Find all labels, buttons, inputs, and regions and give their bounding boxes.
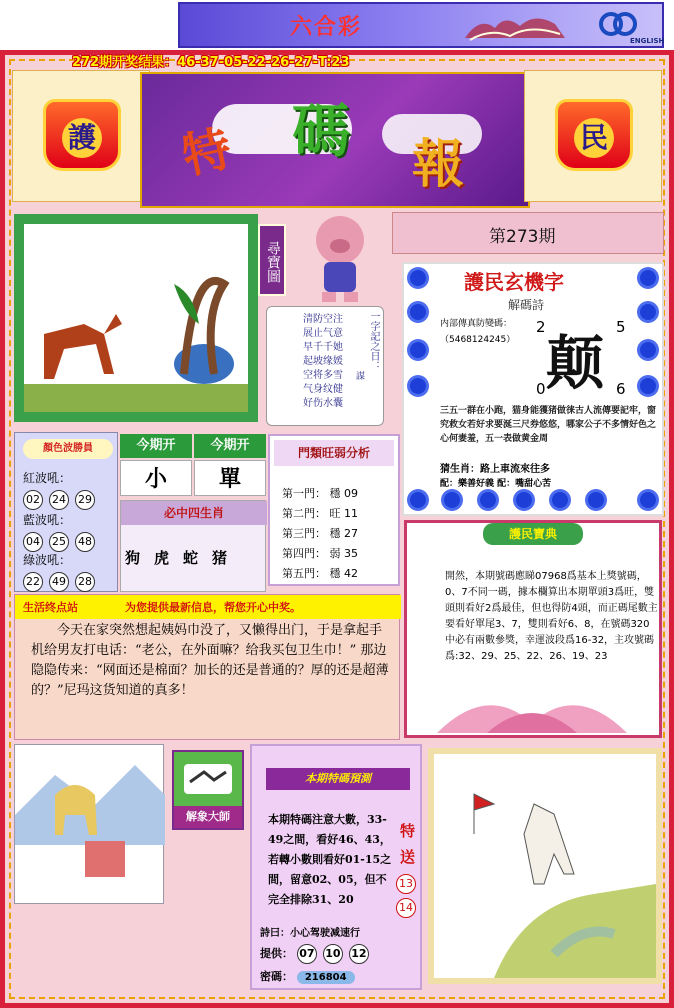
today-h2: 今期开 [194, 434, 266, 458]
today-v2: 單 [194, 460, 266, 496]
big-char: 颠 [546, 329, 605, 397]
left-lantern-char: 護 [62, 118, 102, 158]
wave-num: 28 [75, 572, 95, 592]
xuanji-note1: 内部傳真防變碼： [440, 319, 513, 329]
result-line: 272期开奖结果：46-37-05-22-26-27-T:23 [72, 55, 350, 70]
xuanji-answer2: 配：樂善好義 配：嘴甜心苦 [440, 479, 552, 489]
xuanji-note2: （5468124245） [440, 335, 516, 345]
special-panel [250, 744, 422, 990]
wave-num: 25 [49, 532, 69, 552]
special-provide [260, 944, 375, 964]
wave-num: 29 [75, 490, 95, 510]
special-title: 本期特碼預測 [266, 768, 410, 790]
today-panel [120, 434, 266, 498]
scroll-line: 好伤水囊 [303, 398, 343, 409]
today-v1: 小 [120, 460, 192, 496]
life-tip-panel [14, 594, 400, 740]
wave-num: 24 [49, 490, 69, 510]
life-tip-header [15, 595, 401, 619]
four-zodiac-title: 必中四生肖 [121, 501, 267, 525]
brand-title: 六合彩 [290, 14, 363, 40]
right-lantern-char: 民 [574, 118, 614, 158]
left-lantern [43, 99, 121, 171]
zodiac-row [125, 547, 227, 568]
special-code [260, 968, 355, 984]
life-tip-text: 今天在家突然想起姨妈巾没了，又懒得出门，于是拿起手机给男友打电话：“老公，在外面嘛？给我买包卫生巾！” 那边隐隐传来：“网面还是棉面？加长的还是普通的？厚的还是超薄的？”尼玛这货知道的真多！ [31, 623, 389, 698]
wave-row-blue [23, 511, 101, 552]
num-bl: 0 [536, 380, 546, 398]
scroll-line: 空将多雪 [303, 370, 343, 381]
num-tl: 2 [536, 318, 546, 336]
wave-num: 02 [23, 490, 43, 510]
pig-mascot [300, 212, 380, 304]
four-zodiac-panel [120, 500, 266, 592]
color-wave-title: 顏色波勝員 [23, 439, 113, 459]
scroll-side: 謀 [355, 372, 365, 382]
jiexiang-box[interactable] [172, 750, 244, 830]
wave-num: 04 [23, 532, 43, 552]
title-char-3: 報 [412, 134, 465, 195]
zodiac-item: 蛇 [183, 549, 199, 567]
wave-row-green [23, 551, 101, 592]
goat-picture [14, 744, 164, 904]
scroll-line: 早千千她 [303, 342, 343, 353]
jiexiang-label: 解象大師 [174, 806, 242, 828]
special-side-num-1: 13 [396, 874, 416, 894]
scroll-line: 清防空注 [303, 314, 343, 325]
scroll-right-col: 一字記之日： [368, 311, 379, 371]
xuanji-subtitle: 解碼詩 [508, 298, 545, 312]
door-row: 第五門： 穩 42 [282, 567, 358, 580]
door-rows [282, 484, 358, 584]
handshake-icon [174, 752, 242, 806]
code-value: 216804 [297, 971, 355, 984]
horses-graphic [460, 10, 570, 44]
life-tip-slogan: 为您提供最新信息，帮您开心中奖。 [125, 601, 301, 614]
color-wave-panel [14, 432, 118, 592]
treasure-map-label[interactable] [258, 224, 286, 296]
zodiac-item: 猪 [212, 549, 228, 567]
scroll-line: 起坡缘媛 [303, 356, 343, 367]
door-row: 第一門： 穩 09 [282, 487, 358, 500]
today-h1: 今期开 [120, 434, 192, 458]
num-br: 6 [616, 380, 626, 398]
horse-picture [428, 748, 662, 984]
lotus-graphic [427, 683, 637, 735]
title-char-1: 特 [177, 120, 237, 186]
xuanji-poem: 三五一群在小跑，猫身能獲猪做徕古人流傳要記牢，窗究救女若好求要涎三尺券悠悠，哪家公子不多情好色之心何妻羞，五一表做黄金周 [440, 406, 657, 444]
wave-row-red [23, 469, 101, 510]
num-tr: 5 [616, 318, 626, 336]
zodiac-item: 虎 [154, 549, 170, 567]
provide-num: 10 [323, 944, 343, 964]
provide-num: 12 [349, 944, 369, 964]
scroll-line: 气身纹健 [303, 384, 343, 395]
issue-number: 第273期 [489, 227, 556, 247]
treasure-book-text: 開然，本期號碼應睇07968爲基本上獎號碼，0、7不同一碼，據本欄算出本期單頭3爲旺，雙頭則看好2爲最佳，但也得防4頭，而正碼尾數主要看好單尾3、7，雙則看好6、8，在號碼320中必有兩數參獎，幸運波段爲16-32，主攻號碼爲:32、29、25、22、26、19、23 [445, 571, 658, 662]
special-side-num-2: 14 [396, 898, 416, 918]
scroll-line: 展止气意 [303, 328, 343, 339]
door-row: 第四門： 弱 35 [282, 547, 358, 560]
special-poem: 詩曰：小心驾驶减速行 [260, 928, 360, 939]
wave-num: 22 [23, 572, 43, 592]
treasure-book-title: 護民寶典 [483, 523, 583, 545]
poem-scroll [266, 306, 384, 426]
wave-label: 紅波吼： [23, 471, 72, 485]
treasure-book-panel [404, 520, 662, 738]
life-tip-title: 生活终点站 [23, 601, 78, 614]
issue-box [392, 212, 664, 254]
logo-icon [598, 10, 638, 38]
wave-num: 48 [75, 532, 95, 552]
door-row: 第二門： 旺 11 [282, 507, 358, 520]
wave-label: 藍波吼： [23, 513, 72, 527]
xuanji-panel [402, 262, 664, 516]
wave-label: 綠波吼： [23, 553, 72, 567]
banner [12, 70, 662, 210]
door-analysis-panel [268, 434, 400, 586]
dog-snake-picture [24, 224, 248, 412]
right-lantern [555, 99, 633, 171]
wave-num: 49 [49, 572, 69, 592]
xuanji-answer1: 猜生肖：路上車流來往多 [440, 464, 550, 475]
provide-label: 提供： [260, 947, 293, 960]
top-header [178, 2, 664, 48]
special-text: 本期特碼注意大數，33-49之間，看好46、43，若轉小數則看好01-15之間，留意02、05，但不完全排除31、20 [268, 813, 392, 906]
title-char-2: 碼 [292, 97, 351, 165]
xuanji-title: 護民玄機字 [464, 270, 564, 294]
special-side-label: 特送 [400, 822, 416, 866]
provide-num: 07 [297, 944, 317, 964]
zodiac-item: 狗 [125, 549, 141, 567]
code-label: 密碼： [260, 970, 293, 983]
right-lantern-panel [524, 70, 662, 202]
door-title: 門類旺弱分析 [274, 440, 394, 466]
picture-frame-1 [14, 214, 258, 422]
treasure-label-text: 尋寶圖 [265, 240, 281, 283]
door-row: 第三門： 穩 27 [282, 527, 358, 540]
english-link[interactable]: ENGLISH [630, 37, 665, 45]
left-lantern-panel [12, 70, 150, 202]
banner-center [140, 72, 530, 208]
scroll-lines [303, 313, 343, 411]
